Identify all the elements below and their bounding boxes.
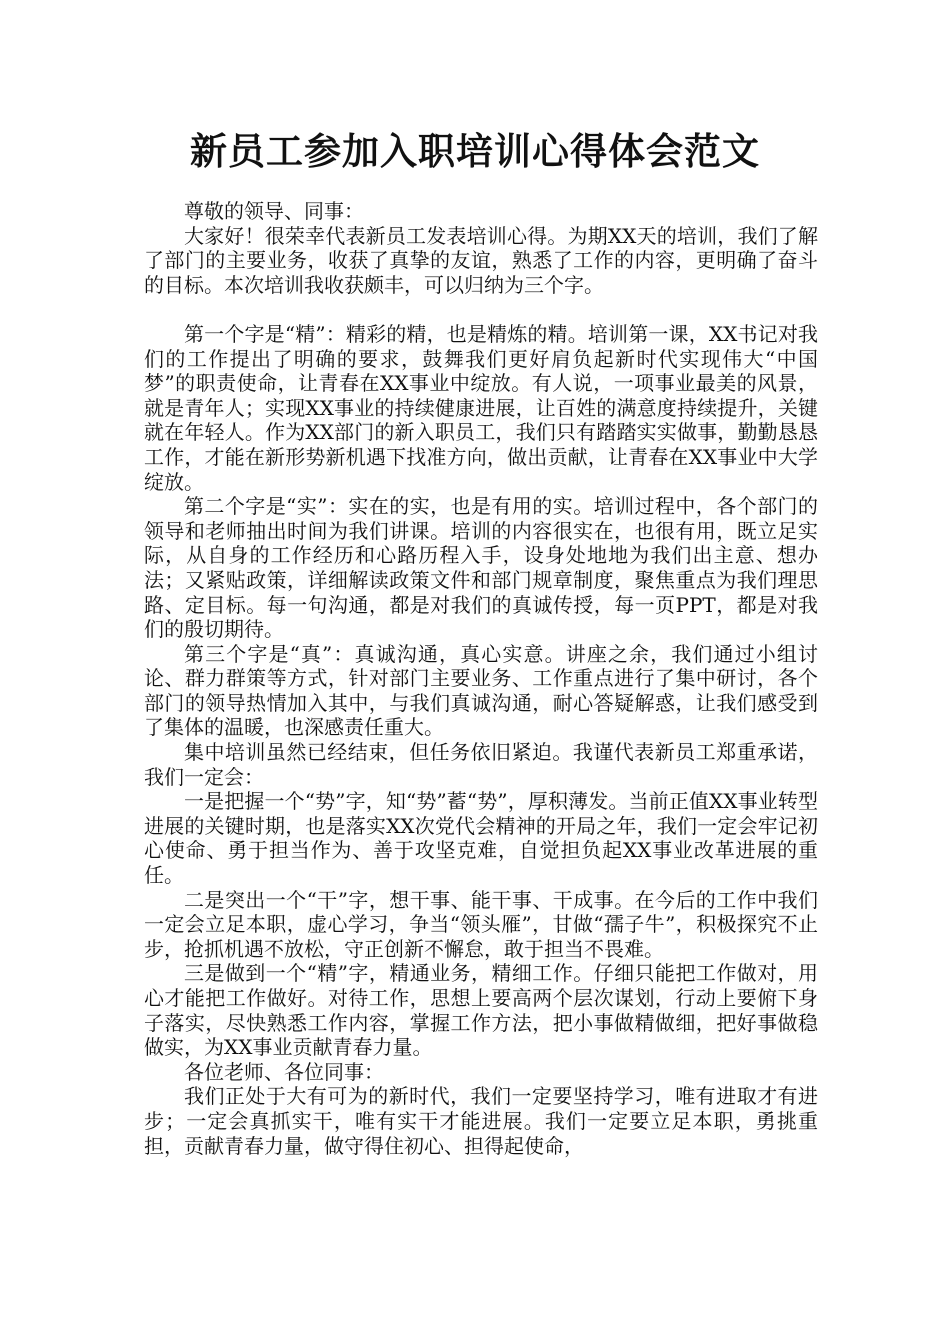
intro-paragraph: 大家好！很荣幸代表新员工发表培训心得。为期XX天的培训，我们了解了部门的主要业务，收获了真挚的友谊，熟悉了工作的内容，更明确了奋斗的目标。本次培训我收获颇丰，可以归纳为三个字。 xyxy=(144,223,818,297)
closing-paragraph: 我们正处于大有可为的新时代，我们一定要坚持学习，唯有进取才有进步；一定会真抓实干，唯有实干才能进展。我们一定要立足本职，勇挑重担，贡献青春力量，做守得住初心、担得起使命， xyxy=(144,1084,818,1158)
promise-two-paragraph: 二是突出一个“干”字，想干事、能干事、干成事。在今后的工作中我们一定会立足本职，虚心学习，争当“领头雁”，甘做“孺子牛”，积极探究不止步，抢抓机遇不放松，守正创新不懈怠，敢于担当不畏难。 xyxy=(144,887,818,961)
salutation-paragraph: 尊敬的领导、同事： xyxy=(184,199,364,223)
first-word-paragraph: 第一个字是“精”：精彩的精，也是精炼的精。培训第一课，XX书记对我们的工作提出了明确的要求，鼓舞我们更好肩负起新时代实现伟大“中国梦”的职责使命，让青春在XX事业中绽放。有人说，一项事业最美的风景，就是青年人；实现XX事业的持续健康进展，让百姓的满意度持续提升，关键就在年轻人。作为XX部门的新入职员工，我们只有踏踏实实做事，勤勤恳恳工作，才能在新形势新机遇下找准方向，做出贡献，让青春在XX事业中大学绽放。 xyxy=(144,321,818,494)
promise-intro-paragraph: 集中培训虽然已经结束，但任务依旧紧迫。我谨代表新员工郑重承诺，我们一定会： xyxy=(144,740,818,789)
promise-three-paragraph: 三是做到一个“精”字，精通业务，精细工作。仔细只能把工作做对，用心才能把工作做好。对待工作，思想上要高两个层次谋划，行动上要俯下身子落实，尽快熟悉工作内容，掌握工作方法，把小事做精做细，把好事做稳做实，为XX事业贡献青春力量。 xyxy=(144,961,818,1060)
document-body xyxy=(144,199,818,1158)
document-title: 新员工参加入职培训心得体会范文 xyxy=(190,130,760,173)
second-word-paragraph: 第二个字是“实”：实在的实，也是有用的实。培训过程中，各个部门的领导和老师抽出时间为我们讲课。培训的内容很实在，也很有用，既立足实际，从自身的工作经历和心路历程入手，设身处地地为我们出主意、想办法；又紧贴政策，详细解读政策文件和部门规章制度，聚焦重点为我们理思路、定目标。每一句沟通，都是对我们的真诚传授，每一页PPT，都是对我们的殷切期待。 xyxy=(144,494,818,642)
promise-one-paragraph: 一是把握一个“势”字，知“势”蓄“势”，厚积薄发。当前正值XX事业转型进展的关键时期，也是落实XX次党代会精神的开局之年，我们一定会牢记初心使命、勇于担当作为、善于攻坚克难，自觉担负起XX事业改革进展的重任。 xyxy=(144,789,818,888)
address-paragraph: 各位老师、各位同事： xyxy=(184,1059,384,1084)
third-word-paragraph: 第三个字是“真”：真诚沟通，真心实意。讲座之余，我们通过小组讨论、群力群策等方式，针对部门主要业务、工作重点进行了集中研讨，各个部门的领导热情加入其中，与我们真诚沟通，耐心答疑解惑，让我们感受到了集体的温暖，也深感责任重大。 xyxy=(144,641,818,740)
